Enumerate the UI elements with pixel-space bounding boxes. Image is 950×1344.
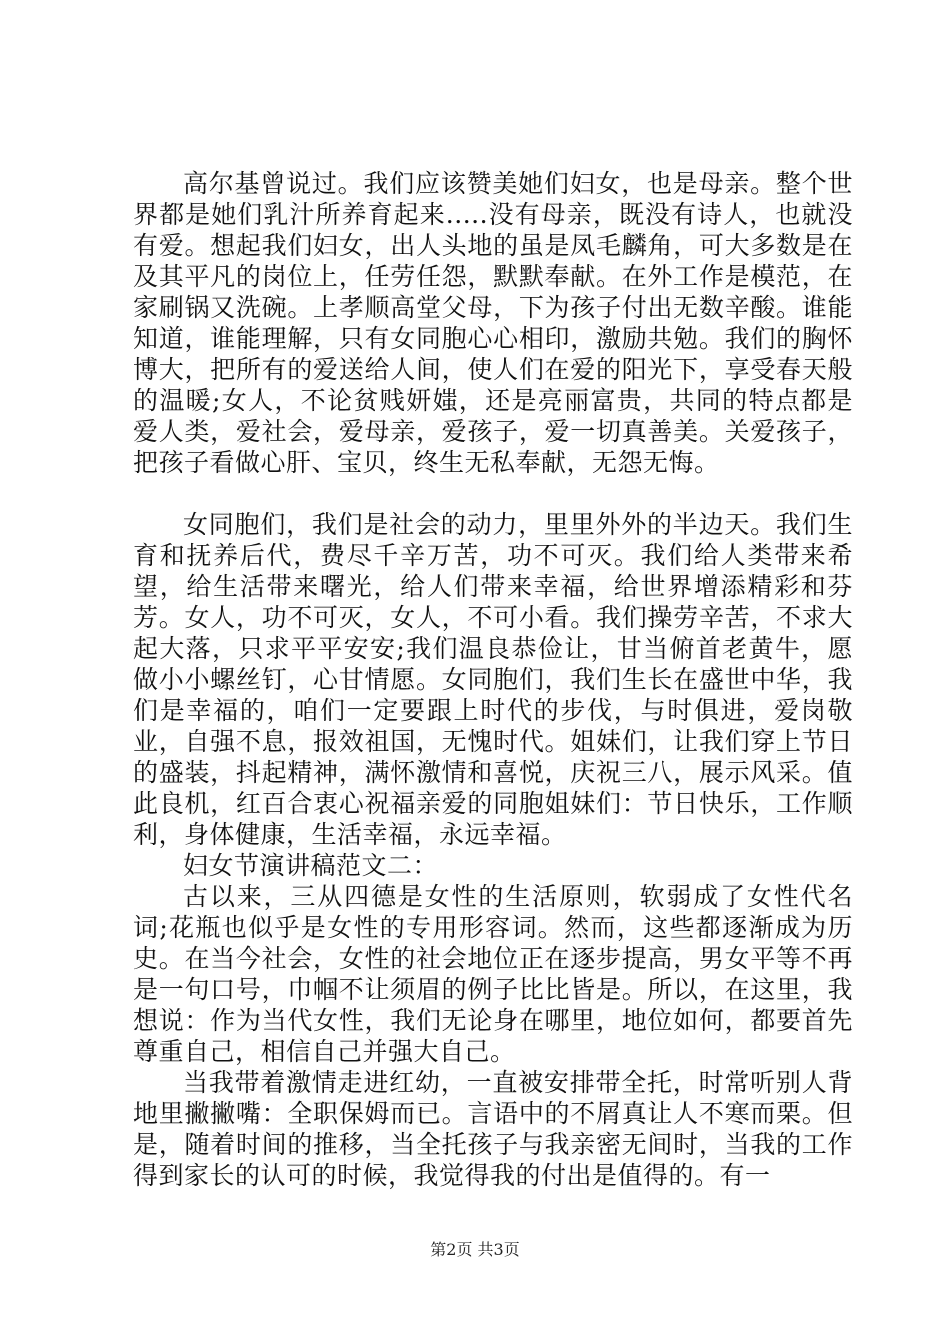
paragraph-3: 古以来，三从四德是女性的生活原则，软弱成了女性代名词;花瓶也似乎是女性的专用形容词。然而，这些都逐渐成为历史。在当今社会，女性的社会地位正在逐步提高，男女平等不再是一句口号，巾帼不让须眉的例子比比皆是。所以，在这里，我想说：作为当代女性，我们无论身在哪里，地位如何，都要首先尊重自己，相信自己并强大自己。 [133, 882, 853, 1066]
paragraph-2: 女同胞们，我们是社会的动力，里里外外的半边天。我们生育和抚养后代，费尽千辛万苦，功不可灭。我们给人类带来希望，给生活带来曙光，给人们带来幸福，给世界增添精彩和芬芳。女人，功不可灭，女人，不可小看。我们操劳辛苦，不求大起大落，只求平平安安;我们温良恭俭让，甘当俯首老黄牛，愿做小小螺丝钉，心甘情愿。女同胞们，我们生长在盛世中华，我们是幸福的，咱们一定要跟上时代的步伐，与时俱进，爱岗敬业，自强不息，报效祖国，无愧时代。姐妹们，让我们穿上节日的盛装，抖起精神，满怀激情和喜悦，庆祝三八，展示风采。值此良机，红百合衷心祝福亲爱的同胞姐妹们：节日快乐，工作顺利，身体健康，生活幸福，永远幸福。 [133, 510, 853, 849]
section-heading: 妇女节演讲稿范文二： [183, 851, 439, 880]
document-body [133, 168, 853, 1191]
page-footer: 第2页 共3页 [430, 1240, 520, 1259]
paragraph-1: 高尔基曾说过。我们应该赞美她们妇女，也是母亲。整个世界都是她们乳汁所养育起来.....没有母亲，既没有诗人，也就没有爱。想起我们妇女，出人头地的虽是凤毛麟角，可大多数是在及其平凡的岗位上，任劳任怨，默默奉献。在外工作是模范，在家刷锅又洗碗。上孝顺高堂父母，下为孩子付出无数辛酸。谁能知道，谁能理解，只有女同胞心心相印，激励共勉。我们的胸怀博大，把所有的爱送给人间，使人们在爱的阳光下，享受春天般的温暖;女人，不论贫贱妍媸，还是亮丽富贵，共同的特点都是爱人类，爱社会，爱母亲，爱孩子，爱一切真善美。关爱孩子，把孩子看做心肝、宝贝，终生无私奉献，无怨无悔。 [133, 169, 853, 477]
paragraph-spacer [133, 478, 853, 509]
paragraph-4: 当我带着激情走进红幼，一直被安排带全托，时常听别人背地里撇撇嘴：全职保姆而已。言语中的不屑真让人不寒而栗。但是，随着时间的推移，当全托孩子与我亲密无间时，当我的工作得到家长的认可的时候，我觉得我的付出是值得的。有一 [133, 1068, 853, 1190]
